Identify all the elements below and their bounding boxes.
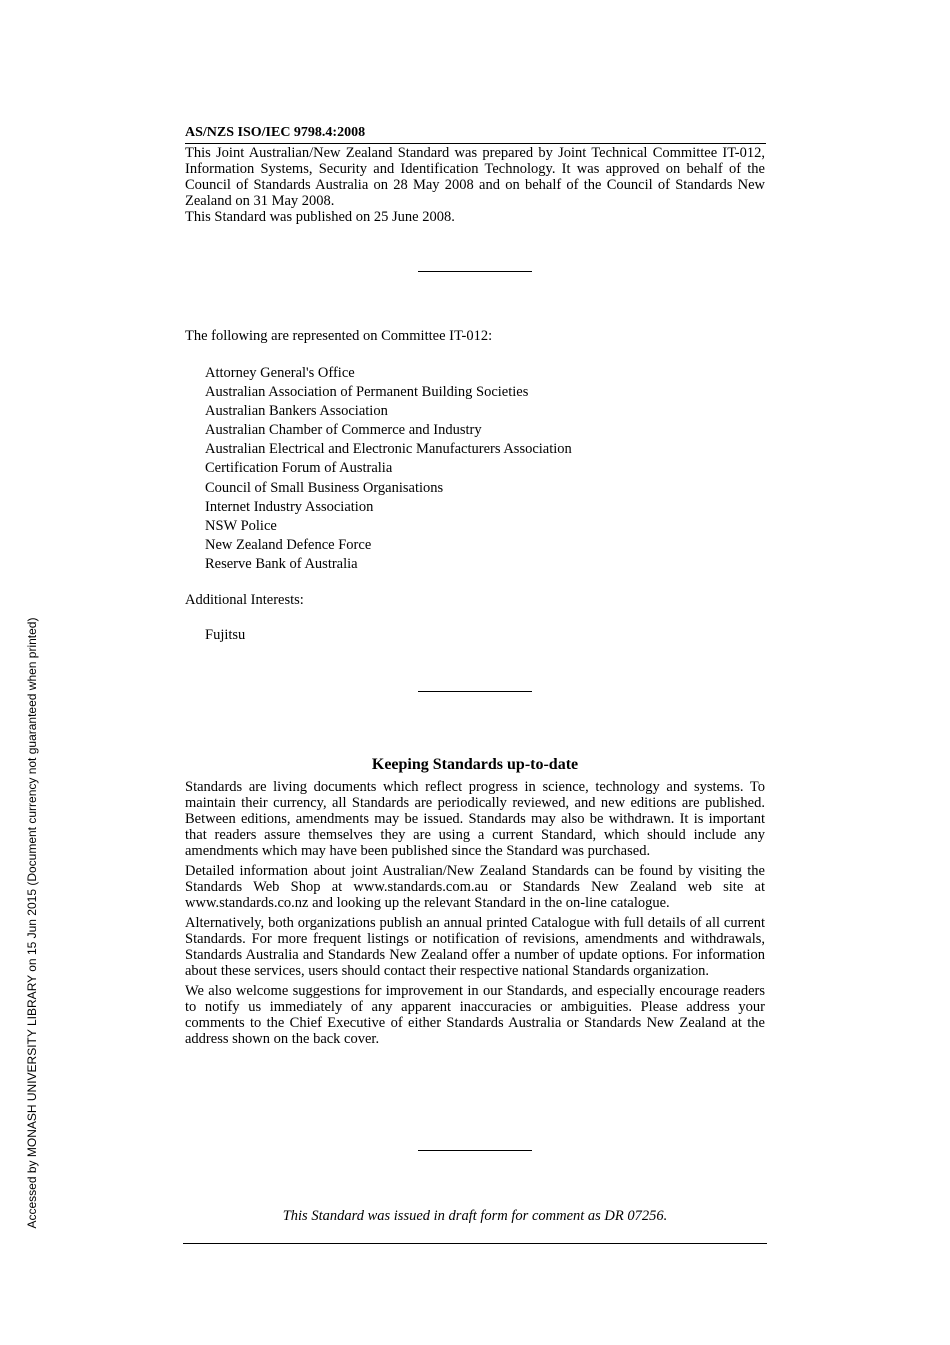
committee-member-list	[205, 364, 572, 574]
document-page	[185, 0, 765, 1345]
access-watermark: Accessed by MONASH UNIVERSITY LIBRARY on 15 Jun 2015 (Document currency not guaranteed when printed)	[25, 617, 39, 1229]
footer-rule	[183, 1243, 767, 1244]
standard-number: AS/NZS ISO/IEC 9798.4:2008	[185, 125, 366, 140]
list-item: Council of Small Business Organisations	[205, 479, 444, 496]
section-divider	[418, 271, 532, 272]
draft-note: This Standard was issued in draft form for comment as DR 07256.	[282, 1208, 668, 1224]
list-item: Reserve Bank of Australia	[205, 555, 358, 572]
committee-intro: The following are represented on Committee IT-012:	[185, 328, 493, 344]
section-title: Keeping Standards up-to-date	[371, 756, 579, 773]
body-paragraph: Detailed information about joint Australian/New Zealand Standards can be found by visiting the Standards Web Shop at www.standards.com.au or Standards New Zealand web site at www.standards.co.nz and looking up the relevant Standard in the on-line catalogue.	[185, 863, 765, 911]
list-item: Australian Electrical and Electronic Manufacturers Association	[205, 441, 572, 458]
publication-date: This Standard was published on 25 June 2008.	[185, 209, 455, 225]
preparation-notice	[185, 145, 765, 225]
section-divider	[418, 691, 532, 692]
list-item: Attorney General's Office	[205, 365, 355, 381]
body-paragraph: Alternatively, both organizations publish an annual printed Catalogue with full details of all current Standards. For more frequent listings or notification of revisions, amendments and withdrawals, Standards Australia and Standards New Zealand offer a number of update options. For information about these services, users should contact their respective national Standards organization.	[185, 915, 765, 979]
body-paragraph: We also welcome suggestions for improvement in our Standards, and especially encourage readers to notify us immediately of any apparent inaccuracies or ambiguities. Please address your comments to the Chief Executive of either Standards Australia or Standards New Zealand at the address shown on the back cover.	[185, 983, 765, 1047]
list-item: Fujitsu	[205, 627, 246, 643]
list-item: Australian Association of Permanent Building Societies	[205, 384, 529, 401]
list-item: New Zealand Defence Force	[205, 536, 372, 553]
list-item: Internet Industry Association	[205, 498, 374, 515]
keeping-standards-body	[185, 779, 765, 1051]
section-divider	[418, 1150, 532, 1151]
list-item: Australian Chamber of Commerce and Industry	[205, 422, 482, 439]
preparation-paragraph: This Joint Australian/New Zealand Standard was prepared by Joint Technical Committee IT-012, Information Systems, Security and Identification Technology. It was approved on behalf of the Council of Standards Australia on 28 May 2008 and on behalf of the Council of Standards New Zealand on 31 May 2008.	[185, 145, 765, 209]
list-item: Australian Bankers Association	[205, 403, 388, 420]
additional-interests-heading: Additional Interests:	[185, 592, 304, 608]
list-item: Certification Forum of Australia	[205, 460, 393, 477]
list-item: NSW Police	[205, 517, 277, 534]
additional-interests-list	[205, 627, 245, 644]
header-rule	[185, 143, 766, 144]
body-paragraph: Standards are living documents which reflect progress in science, technology and systems. To maintain their currency, all Standards are periodically reviewed, and new editions are published. Between editions, amendments may be issued. Standards may also be withdrawn. It is important that readers assure themselves they are using a current Standard, which should include any amendments which may have been published since the Standard was purchased.	[185, 779, 765, 859]
